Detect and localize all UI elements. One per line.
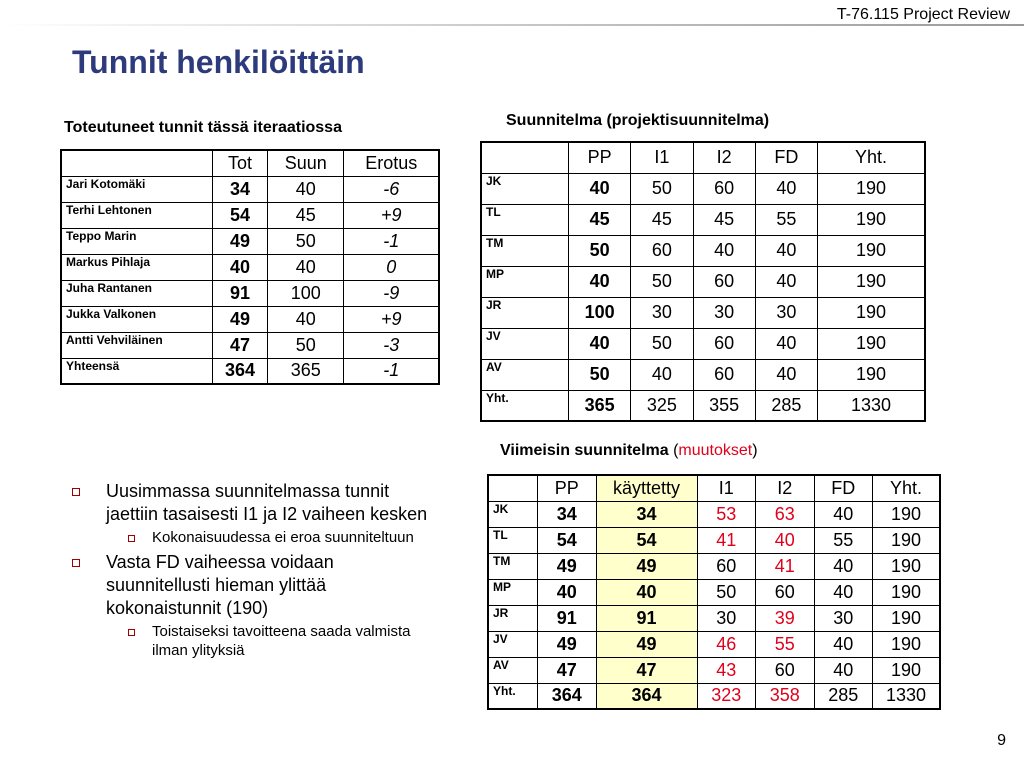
planned-cell: 40 (268, 306, 344, 332)
header-cell: Erotus (344, 150, 439, 176)
planned-cell: 50 (268, 228, 344, 254)
total-label: Yht. (481, 390, 569, 421)
table-row (488, 579, 940, 605)
person-name: Terhi Lehtonen (61, 202, 213, 228)
actual-hours-table (60, 149, 440, 385)
table3-caption-main: Viimeisin suunnitelma (500, 442, 669, 459)
difference-cell: +9 (344, 202, 439, 228)
i2-cell: 40 (693, 235, 755, 266)
person-initials: MP (481, 266, 569, 297)
total-cell: 49 (213, 306, 268, 332)
pp-cell: 40 (569, 328, 631, 359)
pp-cell: 40 (538, 579, 597, 605)
pp-cell: 50 (569, 235, 631, 266)
i1-cell: 30 (697, 605, 756, 631)
total-cell: 34 (213, 176, 268, 202)
fd-cell: 40 (814, 553, 873, 579)
person-initials: AV (488, 657, 538, 683)
latest-plan-table (487, 474, 941, 710)
table-row (61, 228, 439, 254)
pp-cell: 100 (569, 297, 631, 328)
difference-cell: -3 (344, 332, 439, 358)
total-cell: 40 (213, 254, 268, 280)
i1-cell: 60 (697, 553, 756, 579)
planned-cell: 365 (268, 358, 344, 384)
header-cell: FD (814, 475, 873, 501)
sum-cell: 1330 (818, 390, 926, 421)
i1-cell: 50 (631, 328, 693, 359)
sum-cell: 190 (818, 328, 926, 359)
header-cell: käyttetty (596, 475, 697, 501)
total-label: Yht. (488, 683, 538, 709)
sum-cell: 190 (873, 579, 941, 605)
i1-cell: 43 (697, 657, 756, 683)
person-initials: JR (481, 297, 569, 328)
pp-cell: 47 (538, 657, 597, 683)
i2-cell: 60 (693, 359, 755, 390)
pp-cell: 40 (569, 266, 631, 297)
difference-cell: -6 (344, 176, 439, 202)
bullet-list (72, 480, 432, 664)
i2-cell: 55 (756, 631, 815, 657)
sub-bullet-item: Toistaiseksi tavoitteena saada valmista ilman ylityksiä (72, 622, 432, 660)
header-cell (488, 475, 538, 501)
planned-cell: 50 (268, 332, 344, 358)
table3-caption (500, 442, 758, 460)
header-cell: Yht. (818, 142, 926, 173)
course-label: T-76.115 Project Review (831, 4, 1016, 26)
total-cell: 49 (213, 228, 268, 254)
total-label: Yhteensä (61, 358, 213, 384)
fd-cell: 55 (814, 527, 873, 553)
sum-cell: 190 (818, 266, 926, 297)
i2-cell: 40 (756, 527, 815, 553)
person-name: Antti Vehviläinen (61, 332, 213, 358)
person-initials: JV (488, 631, 538, 657)
planned-cell: 40 (268, 254, 344, 280)
used-cell: 40 (596, 579, 697, 605)
person-name: Jukka Valkonen (61, 306, 213, 332)
table-total-row (481, 390, 925, 421)
changes-label: muutokset (678, 442, 753, 459)
person-name: Markus Pihlaja (61, 254, 213, 280)
i1-cell: 45 (631, 204, 693, 235)
i2-cell: 39 (756, 605, 815, 631)
difference-cell: -1 (344, 358, 439, 384)
slide-title: Tunnit henkilöittäin (72, 44, 365, 80)
sum-cell: 190 (873, 605, 941, 631)
i2-cell: 60 (693, 173, 755, 204)
fd-cell: 285 (755, 390, 817, 421)
header-divider (0, 24, 1024, 26)
table-row (61, 202, 439, 228)
planned-cell: 40 (268, 176, 344, 202)
i2-cell: 45 (693, 204, 755, 235)
table-header-row (61, 150, 439, 176)
difference-cell: +9 (344, 306, 439, 332)
total-cell: 91 (213, 280, 268, 306)
sum-cell: 190 (873, 657, 941, 683)
person-initials: AV (481, 359, 569, 390)
fd-cell: 40 (814, 631, 873, 657)
used-cell: 47 (596, 657, 697, 683)
pp-cell: 54 (538, 527, 597, 553)
i1-cell: 40 (631, 359, 693, 390)
project-plan-table (480, 141, 926, 422)
fd-cell: 40 (755, 173, 817, 204)
header-cell: PP (569, 142, 631, 173)
used-cell: 54 (596, 527, 697, 553)
pp-cell: 49 (538, 631, 597, 657)
fd-cell: 40 (755, 359, 817, 390)
table-row (481, 173, 925, 204)
fd-cell: 40 (814, 579, 873, 605)
person-name: Jari Kotomäki (61, 176, 213, 202)
sum-cell: 190 (818, 204, 926, 235)
fd-cell: 285 (814, 683, 873, 709)
fd-cell: 40 (814, 501, 873, 527)
table-header-row (481, 142, 925, 173)
table-row (61, 254, 439, 280)
person-initials: TL (488, 527, 538, 553)
i1-cell: 325 (631, 390, 693, 421)
i2-cell: 41 (756, 553, 815, 579)
person-initials: TL (481, 204, 569, 235)
i1-cell: 46 (697, 631, 756, 657)
table-row (488, 501, 940, 527)
table-row (488, 527, 940, 553)
fd-cell: 40 (814, 657, 873, 683)
total-cell: 54 (213, 202, 268, 228)
pp-cell: 364 (538, 683, 597, 709)
i1-cell: 41 (697, 527, 756, 553)
pp-cell: 365 (569, 390, 631, 421)
fd-cell: 55 (755, 204, 817, 235)
difference-cell: -1 (344, 228, 439, 254)
sum-cell: 190 (873, 553, 941, 579)
planned-cell: 100 (268, 280, 344, 306)
header-cell: FD (755, 142, 817, 173)
table-total-row (61, 358, 439, 384)
difference-cell: -9 (344, 280, 439, 306)
person-initials: TM (488, 553, 538, 579)
sum-cell: 190 (818, 359, 926, 390)
i1-cell: 323 (697, 683, 756, 709)
i2-cell: 63 (756, 501, 815, 527)
sum-cell: 1330 (873, 683, 941, 709)
bullet-item: Vasta FD vaiheessa voidaan suunnitellusti hieman ylittää kokonaistunnit (190) (72, 551, 432, 620)
fd-cell: 40 (755, 328, 817, 359)
person-name: Teppo Marin (61, 228, 213, 254)
pp-cell: 91 (538, 605, 597, 631)
fd-cell: 30 (814, 605, 873, 631)
fd-cell: 40 (755, 266, 817, 297)
sum-cell: 190 (818, 235, 926, 266)
page-number: 9 (997, 732, 1006, 749)
table-row (481, 328, 925, 359)
person-initials: JV (481, 328, 569, 359)
table-row (481, 204, 925, 235)
table-row (488, 657, 940, 683)
table-row (481, 297, 925, 328)
table-header-row (488, 475, 940, 501)
used-cell: 49 (596, 631, 697, 657)
header-cell: I2 (693, 142, 755, 173)
sum-cell: 190 (873, 501, 941, 527)
i2-cell: 60 (693, 328, 755, 359)
header-cell: Yht. (873, 475, 941, 501)
used-cell: 49 (596, 553, 697, 579)
planned-cell: 45 (268, 202, 344, 228)
i1-cell: 30 (631, 297, 693, 328)
sum-cell: 190 (873, 631, 941, 657)
pp-cell: 45 (569, 204, 631, 235)
used-cell: 364 (596, 683, 697, 709)
fd-cell: 40 (755, 235, 817, 266)
total-cell: 47 (213, 332, 268, 358)
person-name: Juha Rantanen (61, 280, 213, 306)
header-cell: PP (538, 475, 597, 501)
table3-caption-close: ) (752, 442, 758, 459)
table-row (488, 605, 940, 631)
table1-caption: Toteutuneet tunnit tässä iteraatiossa (64, 119, 342, 136)
bullet-item: Uusimmassa suunnitelmassa tunnit jaettiin tasaisesti I1 ja I2 vaiheen kesken (72, 480, 432, 526)
header-cell: I2 (756, 475, 815, 501)
person-initials: MP (488, 579, 538, 605)
table-row (61, 280, 439, 306)
i2-cell: 30 (693, 297, 755, 328)
i1-cell: 53 (697, 501, 756, 527)
header-cell: Suun (268, 150, 344, 176)
used-cell: 34 (596, 501, 697, 527)
table-row (481, 266, 925, 297)
i1-cell: 50 (631, 266, 693, 297)
i1-cell: 50 (697, 579, 756, 605)
pp-cell: 49 (538, 553, 597, 579)
difference-cell: 0 (344, 254, 439, 280)
i2-cell: 60 (693, 266, 755, 297)
table-row (481, 235, 925, 266)
sum-cell: 190 (818, 297, 926, 328)
i1-cell: 50 (631, 173, 693, 204)
fd-cell: 30 (755, 297, 817, 328)
total-cell: 364 (213, 358, 268, 384)
person-initials: JK (481, 173, 569, 204)
table2-caption: Suunnitelma (projektisuunnitelma) (506, 112, 770, 129)
i2-cell: 358 (756, 683, 815, 709)
table-row (61, 306, 439, 332)
sub-bullet-item: Kokonaisuudessa ei eroa suunniteltuun (72, 528, 432, 547)
sum-cell: 190 (873, 527, 941, 553)
person-initials: JR (488, 605, 538, 631)
table-row (61, 332, 439, 358)
table-row (481, 359, 925, 390)
header-cell: I1 (697, 475, 756, 501)
header-cell (61, 150, 213, 176)
used-cell: 91 (596, 605, 697, 631)
i2-cell: 60 (756, 657, 815, 683)
i2-cell: 355 (693, 390, 755, 421)
header-cell: I1 (631, 142, 693, 173)
person-initials: TM (481, 235, 569, 266)
table-total-row (488, 683, 940, 709)
i2-cell: 60 (756, 579, 815, 605)
table-row (488, 631, 940, 657)
table-row (488, 553, 940, 579)
sum-cell: 190 (818, 173, 926, 204)
table-row (61, 176, 439, 202)
pp-cell: 50 (569, 359, 631, 390)
pp-cell: 34 (538, 501, 597, 527)
i1-cell: 60 (631, 235, 693, 266)
person-initials: JK (488, 501, 538, 527)
header-cell: Tot (213, 150, 268, 176)
header-cell (481, 142, 569, 173)
pp-cell: 40 (569, 173, 631, 204)
table3-caption-open: ( (673, 442, 679, 459)
